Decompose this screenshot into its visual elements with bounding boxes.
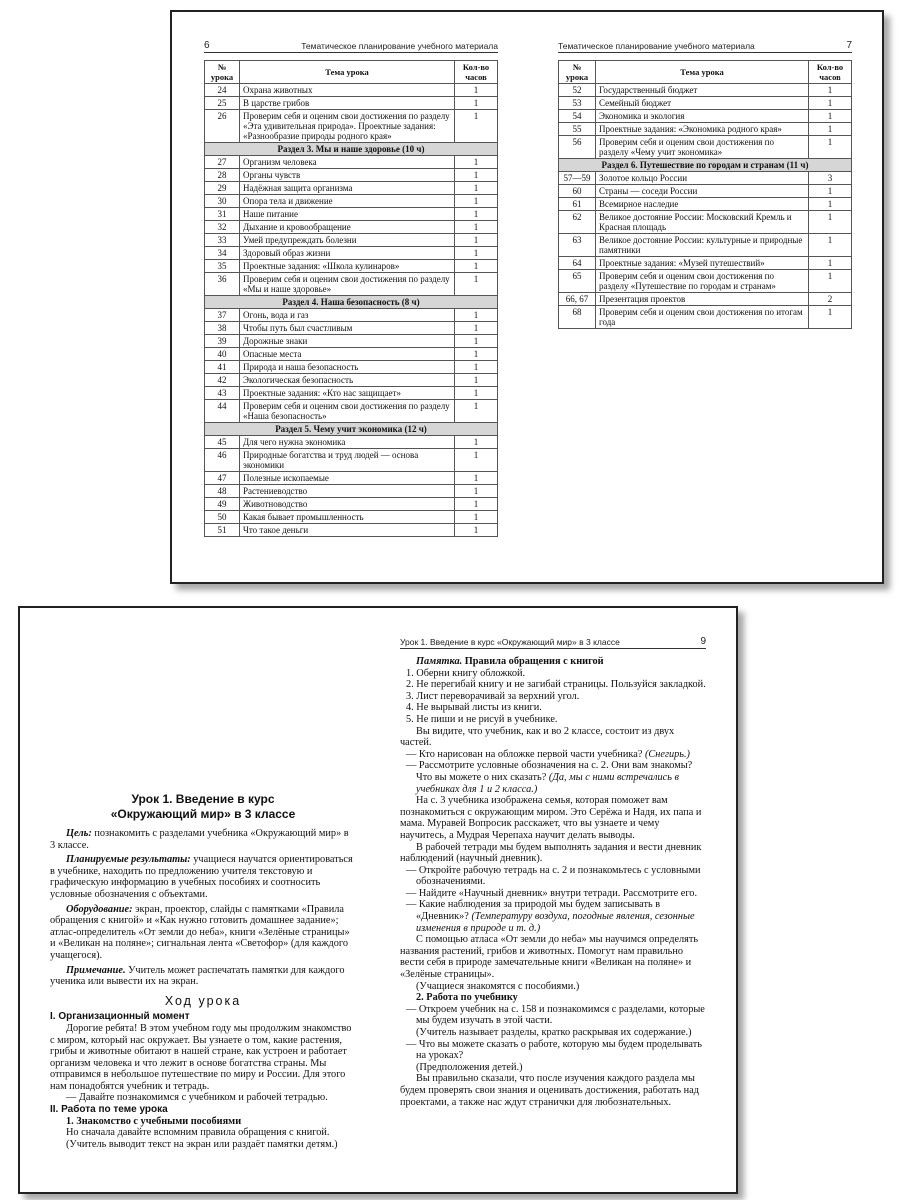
lesson-hours-cell: 1 xyxy=(455,169,498,182)
table-row xyxy=(205,485,498,498)
lesson-topic-cell: В царстве грибов xyxy=(240,97,455,110)
lesson-hours-cell: 1 xyxy=(455,511,498,524)
table-row xyxy=(559,172,852,185)
lesson-hours-cell: 1 xyxy=(809,84,852,97)
lesson-number-cell: 30 xyxy=(205,195,240,208)
lesson-number-cell: 42 xyxy=(205,374,240,387)
lesson-plan-table-page-7 xyxy=(558,60,852,329)
lesson-number-cell: 66, 67 xyxy=(559,293,596,306)
lesson-hours-cell: 1 xyxy=(455,247,498,260)
lesson-topic-cell: Организм человека xyxy=(240,156,455,169)
lesson-number-cell: 34 xyxy=(205,247,240,260)
lesson-topic-cell: Проверим себя и оценим свои достижения по разделу «Мы и наше здоровье» xyxy=(240,273,455,296)
lesson-topic-cell: Огонь, вода и газ xyxy=(240,309,455,322)
lesson-hours-cell: 1 xyxy=(809,110,852,123)
lesson-number-cell: 35 xyxy=(205,260,240,273)
lesson-hours-cell: 3 xyxy=(809,172,852,185)
table-row xyxy=(205,195,498,208)
lesson-number-cell: 24 xyxy=(205,84,240,97)
lesson-topic-cell: Здоровый образ жизни xyxy=(240,247,455,260)
lesson-topic-cell: Государственный бюджет xyxy=(596,84,809,97)
lesson-number-cell: 33 xyxy=(205,234,240,247)
table-row xyxy=(559,257,852,270)
lesson-hours-cell: 1 xyxy=(809,198,852,211)
page-number: 7 xyxy=(846,40,852,51)
table-row xyxy=(205,273,498,296)
question xyxy=(400,899,706,934)
lesson-hours-cell: 1 xyxy=(809,234,852,257)
memo-item: 1. Оберни книгу обложкой. xyxy=(406,667,526,679)
table-row xyxy=(205,169,498,182)
lesson-hours-cell: 1 xyxy=(455,498,498,511)
lesson-topic-cell: Великое достояние России: Московский Кремль и Красная площадь xyxy=(596,211,809,234)
table-row xyxy=(559,198,852,211)
running-header-text: Тематическое планирование учебного материала xyxy=(301,41,498,51)
table-row xyxy=(205,309,498,322)
table-row xyxy=(205,511,498,524)
lesson-hours-cell: 1 xyxy=(455,260,498,273)
lesson-number-cell: 49 xyxy=(205,498,240,511)
lesson-number-cell: 55 xyxy=(559,123,596,136)
table-row xyxy=(559,110,852,123)
lesson-number-cell: 62 xyxy=(559,211,596,234)
lesson-hours-cell: 1 xyxy=(455,221,498,234)
table-row xyxy=(559,84,852,97)
section-row xyxy=(205,423,498,436)
table-row xyxy=(205,387,498,400)
section-title: Раздел 5. Чему учит экономика (12 ч) xyxy=(205,423,498,436)
table-row xyxy=(205,110,498,143)
table-row xyxy=(205,221,498,234)
lesson-number-cell: 32 xyxy=(205,221,240,234)
goal-paragraph xyxy=(50,828,356,851)
lesson-topic-cell: Всемирное наследие xyxy=(596,198,809,211)
lesson-topic-cell: Проверим себя и оценим свои достижения по разделу «Чему учит экономика» xyxy=(596,136,809,159)
paragraph: С помощью атласа «От земли до неба» мы научимся определять названия растений, грибов и животных. Помогут нам правильно вести себя в природе замечательные книги «Великан на поляне» и «Зелёные страницы». xyxy=(400,934,699,981)
lesson-number-cell: 39 xyxy=(205,335,240,348)
lesson-hours-cell: 1 xyxy=(455,273,498,296)
table-row xyxy=(559,234,852,257)
table-row xyxy=(205,374,498,387)
lesson-number-cell: 52 xyxy=(559,84,596,97)
section-title: Раздел 3. Мы и наше здоровье (10 ч) xyxy=(205,143,498,156)
lesson-number-cell: 43 xyxy=(205,387,240,400)
lesson-topic-cell: Проектные задания: «Кто нас защищает» xyxy=(240,387,455,400)
running-header-page-9 xyxy=(400,636,706,649)
lesson-topic-cell: Опора тела и движение xyxy=(240,195,455,208)
lesson-topic-cell: Природа и наша безопасность xyxy=(240,361,455,374)
equipment-text: экран, проектор, слайды с памятками «Правила обращения с книгой» и «Как нужно готовить домашнее задание»; атлас-определитель «От земли до неба», книги «Зелёные страницы» и «Великан на поляне»; сигнальная лента «Светофор» (для каждого учащегося). xyxy=(50,903,350,961)
lesson-topic-cell: Великое достояние России: культурные и природные памятники xyxy=(596,234,809,257)
note-label: Примечание. xyxy=(66,964,126,976)
paragraph: В рабочей тетради мы будем выполнять задания и вести дневник наблюдений (научный дневник). xyxy=(400,841,702,865)
lesson-number-cell: 44 xyxy=(205,400,240,423)
lesson-number-cell: 37 xyxy=(205,309,240,322)
lesson-hours-cell: 1 xyxy=(809,136,852,159)
table-row xyxy=(205,400,498,423)
lesson-hours-cell: 1 xyxy=(809,123,852,136)
column-header-hours: Кол-во часов xyxy=(809,61,852,84)
question-text: — Рассмотрите условные обозначения на с. 2. Они вам знакомы? Что вы можете о них сказать? xyxy=(406,760,693,783)
table-row xyxy=(559,123,852,136)
table-row xyxy=(205,524,498,537)
lesson-number-cell: 63 xyxy=(559,234,596,257)
lesson-number-cell: 40 xyxy=(205,348,240,361)
table-row xyxy=(205,335,498,348)
lesson-number-cell: 31 xyxy=(205,208,240,221)
memo-heading xyxy=(400,656,706,668)
table-row xyxy=(205,361,498,374)
lesson-title: Урок 1. Введение в курс «Окружающий мир» в 3 классе xyxy=(110,792,296,821)
table-row xyxy=(205,472,498,485)
column-header-number: № урока xyxy=(205,61,240,84)
lesson-hours-cell: 1 xyxy=(809,306,852,329)
running-header-text: Тематическое планирование учебного материала xyxy=(558,41,755,51)
table-row xyxy=(205,156,498,169)
lesson-topic-cell: Проверим себя и оценим свои достижения по разделу «Путешествие по городам и странам» xyxy=(596,270,809,293)
lesson-number-cell: 25 xyxy=(205,97,240,110)
lesson-topic-cell: Животноводство xyxy=(240,498,455,511)
lesson-topic-cell: Опасные места xyxy=(240,348,455,361)
column-header-topic: Тема урока xyxy=(240,61,455,84)
course-heading: Ход урока xyxy=(164,993,242,1008)
lesson-hours-cell: 1 xyxy=(455,485,498,498)
lesson-hours-cell: 1 xyxy=(455,309,498,322)
lesson-number-cell: 53 xyxy=(559,97,596,110)
lesson-hours-cell: 1 xyxy=(455,182,498,195)
results-text: учащиеся научатся ориентироваться в учебнике, находить по предложению учителя текстовую и графическую информацию в учебных пособиях и соотносить условные обозначения с объектами. xyxy=(50,854,353,900)
lesson-number-cell: 41 xyxy=(205,361,240,374)
column-header-number: № урока xyxy=(559,61,596,84)
table-row xyxy=(205,84,498,97)
lesson-number-cell: 50 xyxy=(205,511,240,524)
lesson-topic-cell: Какая бывает промышленность xyxy=(240,511,455,524)
lesson-hours-cell: 1 xyxy=(455,436,498,449)
lesson-hours-cell: 1 xyxy=(455,524,498,537)
table-row xyxy=(559,306,852,329)
table-row xyxy=(205,208,498,221)
running-header-text: Урок 1. Введение в курс «Окружающий мир» в 3 классе xyxy=(400,637,620,647)
lesson-topic-cell: Проектные задания: «Музей путешествий» xyxy=(596,257,809,270)
lesson-topic-cell: Охрана животных xyxy=(240,84,455,97)
lesson-hours-cell: 1 xyxy=(809,270,852,293)
goal-label: Цель: xyxy=(66,828,92,839)
table-row xyxy=(559,185,852,198)
memo-item: 5. Не пиши и не рисуй в учебнике. xyxy=(406,713,558,725)
equipment-label: Оборудование: xyxy=(66,903,133,915)
lesson-hours-cell: 1 xyxy=(809,211,852,234)
spread-pages-6-7 xyxy=(170,10,884,584)
lesson-hours-cell: 1 xyxy=(455,361,498,374)
lesson-number-cell: 27 xyxy=(205,156,240,169)
table-row xyxy=(205,260,498,273)
lesson-number-cell: 64 xyxy=(559,257,596,270)
lesson-number-cell: 56 xyxy=(559,136,596,159)
lesson-number-cell: 45 xyxy=(205,436,240,449)
paragraph: Вы правильно сказали, что после изучения каждого раздела мы будем проверять свои знания и оценивать достижения, работать над проектами, а также нас ждут странички для любознательных. xyxy=(400,1073,699,1108)
memo-item: 3. Лист переворачивай за верхний угол. xyxy=(406,690,580,702)
paragraph: (Учитель называет разделы, кратко раскрывая их содержание.) xyxy=(416,1027,692,1038)
lesson-topic-cell: Растениеводство xyxy=(240,485,455,498)
lesson-topic-cell: Экономика и экология xyxy=(596,110,809,123)
lesson-hours-cell: 1 xyxy=(455,84,498,97)
lesson-topic-cell: Проверим себя и оценим свои достижения по итогам года xyxy=(596,306,809,329)
memo-item: 4. Не вырывай листы из книги. xyxy=(406,702,542,714)
lesson-number-cell: 26 xyxy=(205,110,240,143)
page-9-column xyxy=(400,656,706,1108)
table-row xyxy=(205,234,498,247)
paragraph: На с. 3 учебника изображена семья, которая поможет вам познакомиться с окружающим миром. Это Серёжа и Надя, их папа и мама. Муравей Вопросик расскажет, что вы узнаете и чему научитесь, а Мудрая Черепаха научит делать выводы. xyxy=(400,795,702,841)
lesson-hours-cell: 1 xyxy=(809,257,852,270)
table-row xyxy=(559,136,852,159)
lesson-topic-cell: Проверим себя и оценим свои достижения по разделу «Эта удивительная природа». Проектные задания: «Разнообразие природы родного края» xyxy=(240,110,455,143)
lesson-hours-cell: 1 xyxy=(455,374,498,387)
stage-1-prompt: — Давайте познакомимся с учебником и рабочей тетрадью. xyxy=(66,1092,328,1104)
answer-text: (Снегирь.) xyxy=(644,748,690,760)
table-row xyxy=(205,436,498,449)
lesson-hours-cell: 1 xyxy=(455,97,498,110)
results-label: Планируемые результаты: xyxy=(66,854,191,866)
lesson-topic-cell: Природные богатства и труд людей — основа экономики xyxy=(240,449,455,472)
lesson-topic-cell: Для чего нужна экономика xyxy=(240,436,455,449)
lesson-hours-cell: 1 xyxy=(455,449,498,472)
lesson-number-cell: 29 xyxy=(205,182,240,195)
lesson-topic-cell: Семейный бюджет xyxy=(596,97,809,110)
paragraph: Вы видите, что учебник, как и во 2 классе, состоит из двух частей. xyxy=(400,725,675,749)
lesson-number-cell: 46 xyxy=(205,449,240,472)
lesson-number-cell: 61 xyxy=(559,198,596,211)
section-row xyxy=(205,143,498,156)
table-row xyxy=(559,293,852,306)
lesson-number-cell: 48 xyxy=(205,485,240,498)
lesson-hours-cell: 1 xyxy=(455,335,498,348)
lesson-topic-cell: Проектные задания: «Экономика родного края» xyxy=(596,123,809,136)
lesson-hours-cell: 1 xyxy=(455,472,498,485)
lesson-hours-cell: 1 xyxy=(809,185,852,198)
memo-item: 2. Не перегибай книгу и не загибай страницы. Пользуйся закладкой. xyxy=(406,679,706,691)
running-header-page-6 xyxy=(204,40,498,53)
lesson-number-cell: 51 xyxy=(205,524,240,537)
question xyxy=(400,760,706,795)
lesson-topic-cell: Страны — соседи России xyxy=(596,185,809,198)
lesson-topic-cell: Органы чувств xyxy=(240,169,455,182)
lesson-topic-cell: Проектные задания: «Школа кулинаров» xyxy=(240,260,455,273)
lesson-topic-cell: Надёжная защита организма xyxy=(240,182,455,195)
table-row xyxy=(559,211,852,234)
question: — Откройте рабочую тетрадь на с. 2 и познакомьтесь с условными обозначениями. xyxy=(406,864,701,888)
lesson-number-cell: 54 xyxy=(559,110,596,123)
memo-list xyxy=(400,668,706,726)
lesson-topic-cell: Умей предупреждать болезни xyxy=(240,234,455,247)
page-number: 9 xyxy=(700,636,706,647)
question: — Что вы можете сказать о работе, которую мы будем проделывать на уроках? xyxy=(406,1038,702,1062)
lesson-hours-cell: 1 xyxy=(455,348,498,361)
lesson-plan-table-page-6 xyxy=(204,60,498,537)
goal-text: познакомить с разделами учебника «Окружающий мир» в 3 классе. xyxy=(50,828,349,851)
spread-pages-8-9 xyxy=(18,606,738,1194)
lesson-hours-cell: 1 xyxy=(455,400,498,423)
note-text: Учитель может распечатать памятки для каждого ученика или вывести их на экран. xyxy=(50,964,345,988)
note-paragraph xyxy=(50,965,356,988)
section-title: Раздел 6. Путешествие по городам и странам (11 ч) xyxy=(559,159,852,172)
stage-1-title: I. Организационный момент xyxy=(50,1011,190,1023)
running-header-page-7 xyxy=(558,40,852,53)
question: — Найдите «Научный дневник» внутри тетради. Рассмотрите его. xyxy=(406,887,698,899)
lesson-hours-cell: 2 xyxy=(809,293,852,306)
lesson-hours-cell: 1 xyxy=(455,208,498,221)
lesson-topic-cell: Чтобы путь был счастливым xyxy=(240,322,455,335)
lesson-hours-cell: 1 xyxy=(455,156,498,169)
results-paragraph xyxy=(50,854,356,900)
lesson-hours-cell: 1 xyxy=(455,387,498,400)
lesson-hours-cell: 1 xyxy=(455,234,498,247)
question xyxy=(400,749,706,761)
lesson-hours-cell: 1 xyxy=(455,195,498,208)
column-header-topic: Тема урока xyxy=(596,61,809,84)
table-row xyxy=(205,348,498,361)
section-row xyxy=(205,296,498,309)
subsection-1-paragraph: Но сначала давайте вспомним правила обращения с книгой. xyxy=(66,1127,330,1139)
table-row xyxy=(559,97,852,110)
lesson-number-cell: 28 xyxy=(205,169,240,182)
lesson-number-cell: 60 xyxy=(559,185,596,198)
table-row xyxy=(205,182,498,195)
lesson-topic-cell: Дыхание и кровообращение xyxy=(240,221,455,234)
lesson-hours-cell: 1 xyxy=(809,97,852,110)
section-row xyxy=(559,159,852,172)
lesson-topic-cell: Золотое кольцо России xyxy=(596,172,809,185)
lesson-number-cell: 57—59 xyxy=(559,172,596,185)
page-8-column xyxy=(50,792,356,1150)
paragraph: (Предположения детей.) xyxy=(416,1061,523,1073)
table-row xyxy=(205,97,498,110)
section-title: Раздел 4. Наша безопасность (8 ч) xyxy=(205,296,498,309)
subsection-2-title: 2. Работа по учебнику xyxy=(416,992,518,1004)
table-row xyxy=(205,322,498,335)
table-row xyxy=(205,498,498,511)
lesson-topic-cell: Что такое деньги xyxy=(240,524,455,537)
lesson-hours-cell: 1 xyxy=(455,110,498,143)
lesson-number-cell: 68 xyxy=(559,306,596,329)
stage-2-title: II. Работа по теме урока xyxy=(50,1104,168,1116)
lesson-hours-cell: 1 xyxy=(455,322,498,335)
answer-text: (Температуру воздуха, погодные явления, сезонные изменения в природе и т. д.) xyxy=(416,911,695,934)
lesson-topic-cell: Полезные ископаемые xyxy=(240,472,455,485)
lesson-topic-cell: Наше питание xyxy=(240,208,455,221)
column-header-hours: Кол-во часов xyxy=(455,61,498,84)
memo-title: Правила обращения с книгой xyxy=(464,656,604,667)
lesson-topic-cell: Экологическая безопасность xyxy=(240,374,455,387)
lesson-number-cell: 38 xyxy=(205,322,240,335)
table-row xyxy=(205,247,498,260)
memo-label: Памятка. xyxy=(416,656,463,667)
question: — Откроем учебник на с. 158 и познакомимся с разделами, которые мы будем изучать в этой части. xyxy=(406,1003,705,1027)
lesson-number-cell: 36 xyxy=(205,273,240,296)
equipment-paragraph xyxy=(50,904,356,962)
subsection-1-title: 1. Знакомство с учебными пособиями xyxy=(66,1115,242,1127)
lesson-topic-cell: Презентация проектов xyxy=(596,293,809,306)
lesson-topic-cell: Дорожные знаки xyxy=(240,335,455,348)
page-number: 6 xyxy=(204,40,210,51)
paragraph: (Учащиеся знакомятся с пособиями.) xyxy=(416,980,580,992)
subsection-1-remark: (Учитель выводит текст на экран или раздаёт памятки детям.) xyxy=(66,1138,338,1150)
lesson-topic-cell: Проверим себя и оценим свои достижения по разделу «Наша безопасность» xyxy=(240,400,455,423)
lesson-number-cell: 47 xyxy=(205,472,240,485)
question-text: — Кто нарисован на обложке первой части учебника? xyxy=(406,748,643,760)
lesson-number-cell: 65 xyxy=(559,270,596,293)
answer-text: (Да, мы с ними встречались в учебниках для 1 и 2 класса.) xyxy=(416,771,679,795)
table-row xyxy=(205,449,498,472)
question-text: — Какие наблюдения за природой мы будем записывать в «Дневник»? xyxy=(406,899,661,923)
stage-1-paragraph: Дорогие ребята! В этом учебном году мы продолжим знакомство с миром, который нас окружает. Вы узнаете о том, какие растения, грибы и животные обитают в нашей стране, как устроен и работает организм человека и что лежит в основе богатства страны. Мы отправимся в небольшое путешествие по миру и России. Для этого нам понадобятся учебник и тетрадь. xyxy=(50,1022,352,1092)
table-row xyxy=(559,270,852,293)
